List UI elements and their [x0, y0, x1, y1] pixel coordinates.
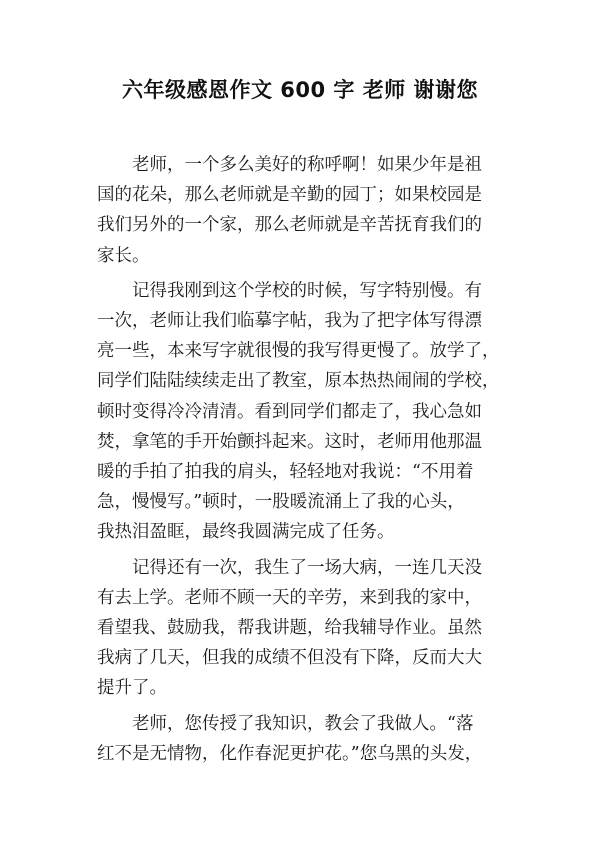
text-line: 我热泪盈眶，最终我圆满完成了任务。: [97, 522, 395, 543]
paragraph-3: [97, 553, 509, 704]
paragraph-1: [97, 150, 509, 271]
text-line: 提升了。: [97, 678, 167, 699]
paragraph-2: [97, 276, 509, 548]
text-line: 记得还有一次，我生了一场大病，一连几天没: [132, 557, 482, 578]
text-line: 红不是无情物，化作春泥更护花。”您乌黑的头发，: [97, 743, 483, 764]
essay-body: [97, 150, 509, 774]
text-line: 亮一些，本来写字就很慢的我写得更慢了。放学了，: [97, 341, 500, 362]
paragraph-4: [97, 709, 509, 769]
text-line: 顿时变得冷冷清清。看到同学们都走了，我心急如: [97, 401, 482, 422]
text-line: 焚，拿笔的手开始颤抖起来。这时，老师用他那温: [97, 431, 482, 452]
text-line: 家长。: [97, 245, 150, 266]
text-line: 急，慢慢写。”顿时，一股暖流涌上了我的心头，: [97, 492, 465, 513]
text-line: 暖的手拍了拍我的肩头，轻轻地对我说：“不用着: [97, 462, 474, 483]
text-line: 国的花朵，那么老师就是辛勤的园丁；如果校园是: [97, 185, 482, 206]
text-line: 看望我、鼓励我，帮我讲题，给我辅导作业。虽然: [97, 618, 482, 639]
text-line: 我们另外的一个家，那么老师就是辛苦抚育我们的: [97, 215, 482, 236]
text-line: 老师，您传授了我知识，教会了我做人。“落: [132, 713, 474, 734]
document-title: 六年级感恩作文 600 字 老师 谢谢您: [121, 78, 479, 102]
text-line: 同学们陆陆续续走出了教室，原本热热闹闹的学校，: [97, 371, 500, 392]
text-line: 一次，老师让我们临摹字帖，我为了把字体写得漂: [97, 311, 482, 332]
text-line: 有去上学。老师不顾一天的辛劳，来到我的家中，: [97, 587, 482, 608]
text-line: 我病了几天，但我的成绩不但没有下降，反而大大: [97, 648, 482, 669]
text-line: 记得我刚到这个学校的时候，写字特别慢。有: [132, 280, 482, 301]
text-line: 老师，一个多么美好的称呼啊！如果少年是祖: [132, 155, 482, 175]
